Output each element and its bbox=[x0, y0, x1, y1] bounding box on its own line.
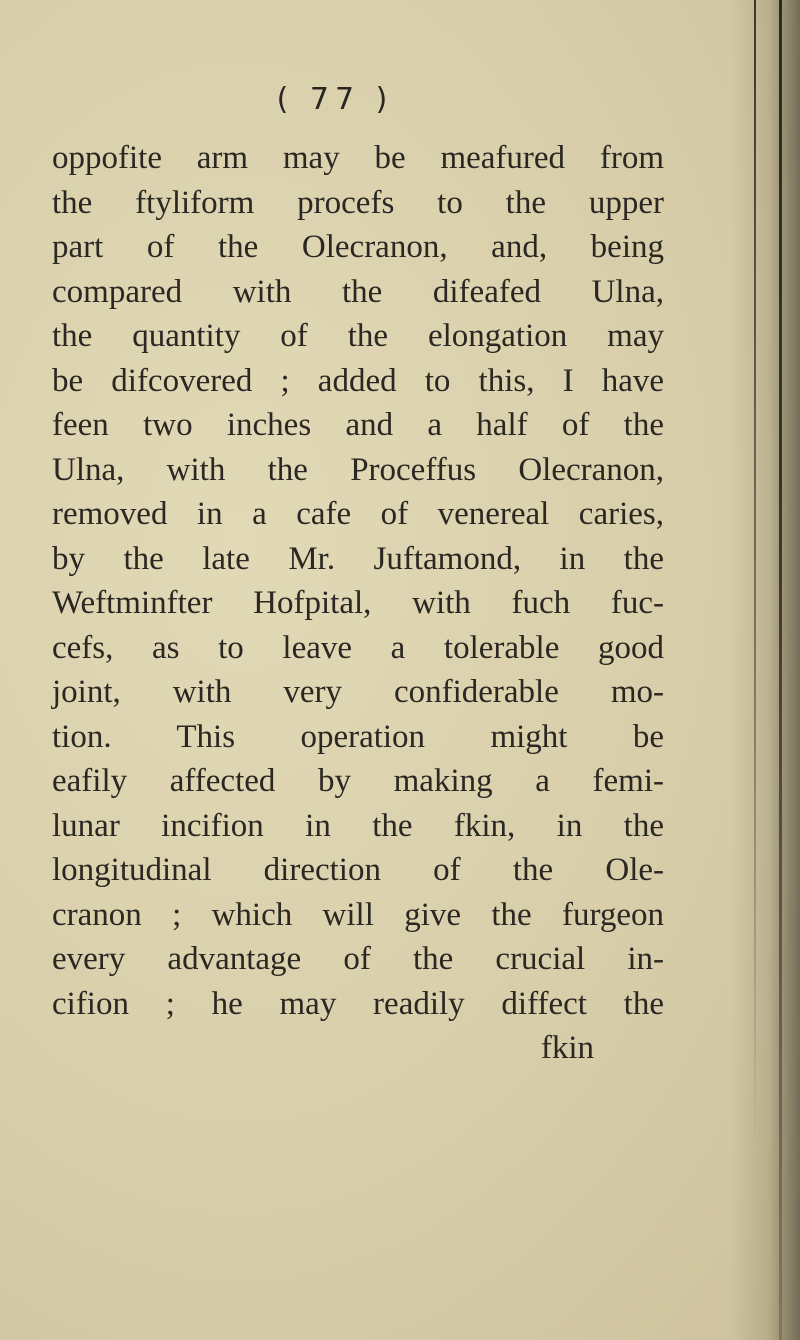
body-text bbox=[52, 136, 664, 1071]
text-line: lunar incifion in the fkin, in the bbox=[52, 807, 664, 844]
text-line: Ulna, with the Proceffus Olecranon, bbox=[52, 451, 664, 488]
text-line: joint, with very confiderable mo- bbox=[52, 674, 664, 710]
book-spine-edge bbox=[779, 0, 782, 1340]
page-number-header: ( 77 ) bbox=[276, 82, 394, 117]
text-line: eafily affected by making a femi- bbox=[52, 763, 664, 799]
text-line: Weftminfter Hofpital, with fuch fuc- bbox=[52, 585, 664, 621]
text-line: longitudinal direction of the Ole- bbox=[52, 852, 664, 888]
catchword: fkin bbox=[540, 1030, 594, 1066]
text-line: cifion ; he may readily diffect the bbox=[52, 985, 664, 1022]
text-line: every advantage of the crucial in- bbox=[52, 941, 664, 977]
text-line: cefs, as to leave a tolerable good bbox=[52, 629, 664, 666]
page-edge-shadow bbox=[730, 0, 800, 1340]
text-line: oppofite arm may be meafured from bbox=[52, 140, 664, 176]
text-line: the quantity of the elongation may bbox=[52, 318, 664, 354]
text-line: by the late Mr. Juftamond, in the bbox=[52, 540, 664, 577]
text-line: compared with the difeafed Ulna, bbox=[52, 273, 664, 310]
text-line: feen two inches and a half of the bbox=[52, 407, 664, 443]
text-line: be difcovered ; added to this, I have bbox=[52, 362, 664, 399]
text-line: removed in a cafe of venereal caries, bbox=[52, 496, 664, 532]
text-line: the ftyliform procefs to the upper bbox=[52, 184, 664, 221]
text-line: cranon ; which will give the furgeon bbox=[52, 896, 664, 933]
text-line: tion. This operation might be bbox=[52, 718, 664, 755]
text-line: part of the Olecranon, and, being bbox=[52, 229, 664, 265]
page-gutter-edge bbox=[754, 0, 756, 1150]
